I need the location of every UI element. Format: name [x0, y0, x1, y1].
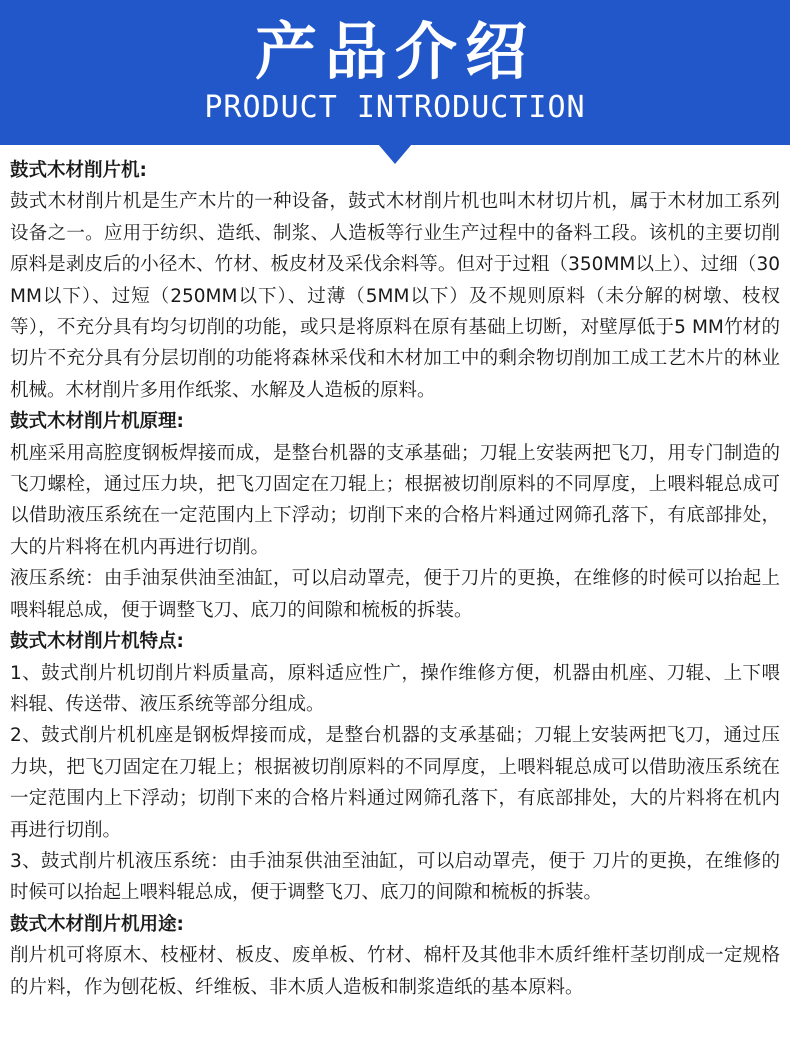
header-banner — [0, 0, 790, 145]
banner-subtitle: PRODUCT INTRODUCTION — [204, 90, 586, 125]
section-paragraph: 液压系统：由手油泵供油至油缸，可以启动罩壳，便于刀片的更换，在维修的时候可以抬起上喂料辊总成，便于调整飞刀、底刀的间隙和梳板的拆装。 — [10, 568, 780, 621]
section-paragraph: 机座采用高腔度钢板焊接而成，是整台机器的支承基础；刀辊上安装两把飞刀，用专门制造的飞刀螺栓，通过压力块，把飞刀固定在刀辊上；根据被切削原料的不同厚度，上喂料辊总成可以借助液压系统在一定范围内上下浮动；切削下来的合格片料通过网筛孔落下，有底部排处，大的片料将在机内再进行切削。 — [10, 442, 780, 558]
content-body — [0, 155, 790, 1003]
section-paragraph: 鼓式木材削片机是生产木片的一种设备，鼓式木材削片机也叫木材切片机，属于木材加工系列设备之一。应用于纺织、造纸、制浆、人造板等行业生产过程中的备料工段。该机的主要切削原料是剥皮后的小径木、竹材、板皮材及采伐余料等。但对于过粗（350MM以上）、过细（30MM以下）、过短（250MM以下）、过薄（5MM以下）及不规则原料（未分解的树墩、枝杈等），不充分具有均匀切削的功能，或只是将原料在原有基础上切断，对壁厚低于5 MM竹材的切片不充分具有分层切削的功能将森林采伐和木材加工中的剩余物切削加工成工艺木片的林业机械。木材削片多用作纸浆、水解及人造板的原料。 — [10, 191, 780, 401]
section-paragraph: 削片机可将原木、枝桠材、板皮、废单板、竹材、棉杆及其他非木质纤维杆茎切削成一定规格的片料，作为刨花板、纤维板、非木质人造板和制浆造纸的基本原料。 — [10, 945, 780, 998]
section-heading-usage: 鼓式木材削片机用途: — [10, 913, 184, 935]
section-heading-features: 鼓式木材削片机特点: — [10, 631, 184, 653]
section-paragraph: 3、鼓式削片机液压系统：由手油泵供油至油缸，可以启动罩壳，便于 刀片的更换，在维修的时候可以抬起上喂料辊总成，便于调整飞刀、底刀的间隙和梳板的拆装。 — [10, 850, 780, 904]
section-paragraph: 1、鼓式削片机切削片料质量高，原料适应性广，操作维修方便，机器由机座、刀辊、上下喂料辊、传送带、液压系统等部分组成。 — [10, 662, 780, 715]
section-heading-intro: 鼓式木材削片机: — [10, 160, 147, 181]
section-paragraph: 2、鼓式削片机机座是钢板焊接而成，是整台机器的支承基础；刀辊上安装两把飞刀，通过压力块，把飞刀固定在刀辊上；根据被切削原料的不同厚度，上喂料辊总成可以借助液压系统在一定范围内上下浮动；切削下来的合格片料通过网筛孔落下，有底部排处，大的片料将在机内再进行切削。 — [10, 725, 780, 841]
section-heading-principle: 鼓式木材削片机原理: — [10, 411, 184, 433]
banner-title: 产品介绍 — [254, 15, 535, 88]
